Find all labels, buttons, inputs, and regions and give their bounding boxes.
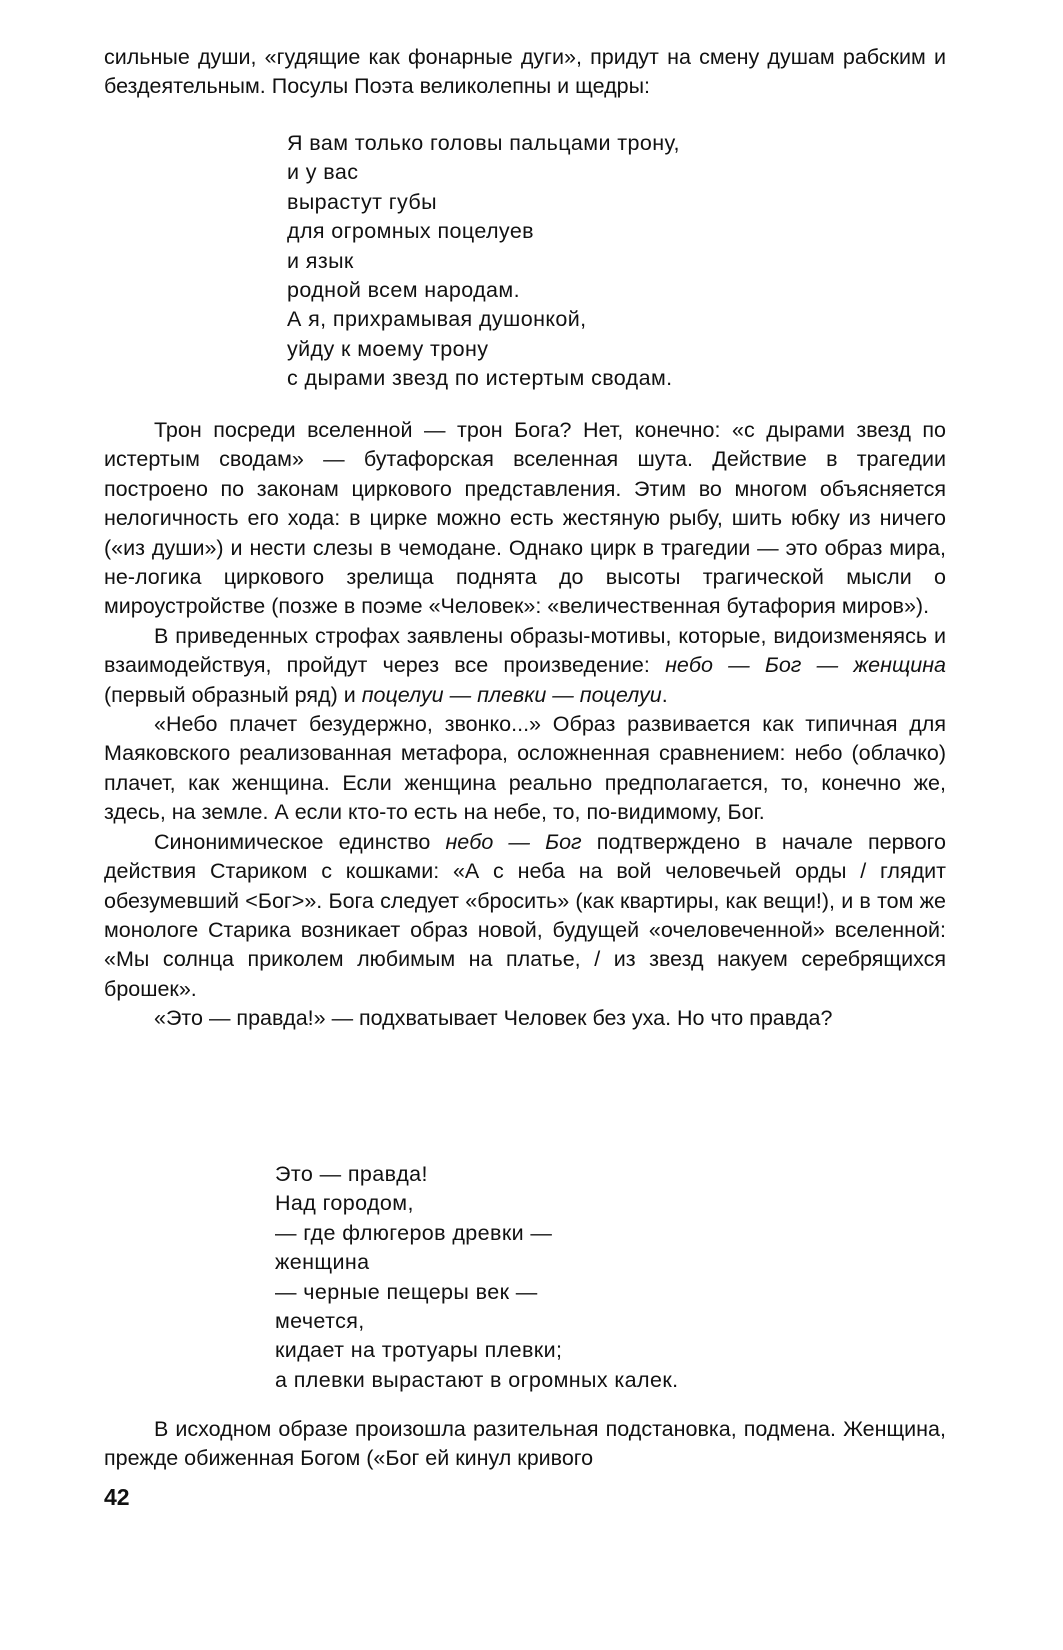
paragraph-2 — [104, 622, 946, 710]
paragraph-2-text-c: . — [661, 682, 668, 707]
text-block-bottom — [104, 1415, 946, 1474]
verse1-line: для огромных поцелуев — [287, 219, 534, 244]
paragraph-4-italic: небо — Бог — [445, 829, 582, 854]
verse2-line: Это — правда! — [275, 1162, 428, 1186]
text-block-middle — [104, 416, 946, 1034]
verse2-line: кидает на тротуары плевки; — [275, 1338, 563, 1363]
verse2-line: женщина — [275, 1250, 370, 1275]
paragraph-5: «Это — правда!» — подхватывает Человек без уха. Но что правда? — [154, 1006, 833, 1031]
verse1-line: Я вам только головы пальцами трону, — [287, 131, 680, 155]
verse2-line: мечется, — [275, 1309, 365, 1334]
paragraph-continued: сильные души, «гудящие как фонарные дуги», придут на смену душам рабским и бездеятельным. Посулы Поэта великолепны и щедры: — [104, 45, 946, 99]
verse-quote-1 — [287, 129, 680, 394]
verse1-line: родной всем народам. — [287, 278, 520, 303]
paragraph-2-italic-a: небо — Бог — женщина — [665, 653, 946, 678]
paragraph-2-italic-b: поцелуи — плевки — поцелуи — [361, 682, 662, 707]
verse-quote-2 — [275, 1160, 679, 1395]
paragraph-6: В исходном образе произошла разительная подстановка, подмена. Женщина, прежде обиженная Богом («Бог ей кинул кривого — [104, 1417, 946, 1471]
text-block-top — [104, 43, 946, 102]
paragraph-4-text-b: подтверждено в начале первого действия Стариком с кошками: «А с неба на вой человечьей орды / глядит обезумевший <Бог>». Бога следует «бросить» (как квартиры, как вещи!), и в том же монологе Старика возникает образ новой, будущей «очеловеченной» вселенной: «Мы солнца приколем любимым на платье, / из звезд накуем серебрящихся брошек». — [104, 829, 947, 1001]
verse1-line: вырастут губы — [287, 189, 437, 214]
verse2-line: Над городом, — [275, 1191, 414, 1216]
verse2-line: — черные пещеры век — — [275, 1279, 538, 1304]
verse1-line: с дырами звезд по истертым сводам. — [287, 366, 673, 391]
paragraph-4-text-a: Синонимическое единство — [154, 829, 446, 854]
paragraph-4 — [104, 828, 946, 1004]
paragraph-3: «Небо плачет безудержно, звонко...» Образ развивается как типичная для Маяковского реализованная метафора, осложненная сравнением: небо (облачко) плачет, как женщина. Если женщина реально предполагается, то, конечно же, здесь, на земле. А если кто-то есть на небе, то, по-видимому, Бог. — [104, 712, 946, 825]
paragraph-1: Трон посреди вселенной — трон Бога? Нет, конечно: «с дырами звезд по истертым сводам» — бутафорская вселенная шута. Действие в трагедии построено по законам циркового представления. Этим во многом объясняется нелогичность его хода: в цирке можно есть жестяную рыбу, шить юбку из ничего («из души») и нести слезы в чемодане. Однако цирк в трагедии — это образ мира, не-логика циркового зрелища поднята до высоты трагической мысли о мироустройстве (позже в поэме «Человек»: «величественная бутафория миров»). — [104, 418, 946, 619]
verse1-line: А я, прихрамывая душонкой, — [287, 307, 587, 332]
verse1-line: и язык — [287, 248, 354, 273]
page-number: 42 — [104, 1484, 130, 1510]
paragraph-2-text-a: В приведенных строфах заявлены образы-мотивы, которые, видоизменяясь и взаимодействуя, пройдут через все произведение: — [104, 623, 946, 678]
verse1-line: и у вас — [287, 160, 359, 185]
verse1-line: уйду к моему трону — [287, 336, 489, 361]
verse2-line: — где флюгеров древки — — [275, 1220, 553, 1245]
paragraph-2-text-b: (первый образный ряд) и — [104, 682, 362, 707]
verse2-line: а плевки вырастают в огромных калек. — [275, 1367, 679, 1392]
